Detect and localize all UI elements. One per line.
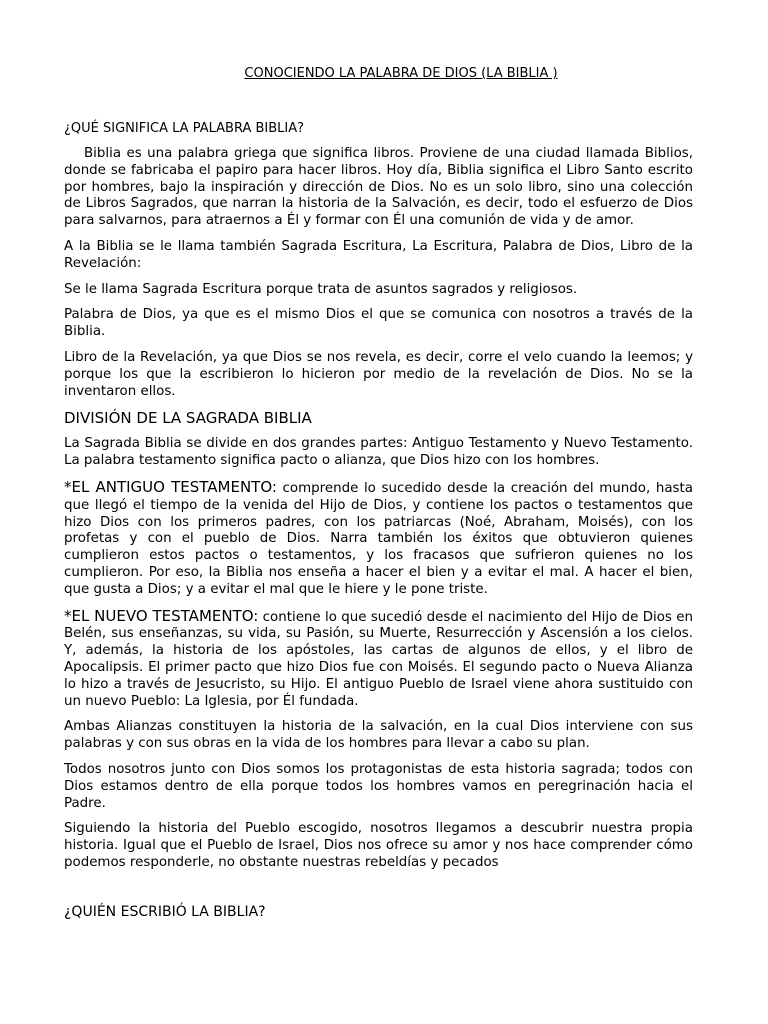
paragraph-division-intro: La Sagrada Biblia se divide en dos grandes partes: Antiguo Testamento y Nuevo Testamento. La palabra testamento significa pacto o alianza, que Dios hizo con los hombres.: [64, 436, 693, 469]
paragraph-protagonists: Todos nosotros junto con Dios somos los protagonistas de esta historia sagrada; todos con Dios estamos dentro de ella porque todos los hombres vamos en peregrinación hacia el Padre.: [64, 761, 693, 811]
old-testament-lead: *EL ANTIGUO TESTAMENTO:: [64, 477, 277, 496]
paragraph-bible-meaning: Biblia es una palabra griega que significa libros. Proviene de una ciudad llamada Biblios, donde se fabricaba el papiro para hacer libros. Hoy día, Biblia significa el Libro Santo escrito por hombres, bajo la inspiración y dirección de Dios. No es un solo libro, sino una colección de Libros Sagrados, que narran la historia de la Salvación, es decir, todo el esfuerzo de Dios para salvarnos, para atraernos a Él y formar con Él una comunión de vida y de amor.: [64, 146, 693, 229]
paragraph-word-of-god: Palabra de Dios, ya que es el mismo Dios el que se comunica con nosotros a través de la Biblia.: [64, 307, 693, 340]
question-heading-who-wrote: ¿QUIÉN ESCRIBIÓ LA BIBLIA?: [64, 903, 266, 920]
paragraph-both-alliances: Ambas Alianzas constituyen la historia de la salvación, en la cual Dios interviene con sus palabras y con sus obras en la vida de los hombres para llevar a cabo su plan.: [64, 719, 693, 752]
paragraph-book-of-revelation: Libro de la Revelación, ya que Dios se nos revela, es decir, corre el velo cuando la leemos; y porque los que la escribieron lo hicieron por medio de la revelación de Dios. No se la inventaron ellos.: [64, 349, 693, 399]
new-testament-lead: *EL NUEVO TESTAMENTO:: [64, 606, 259, 625]
document-title: CONOCIENDO LA PALABRA DE DIOS (LA BIBLIA ): [244, 66, 558, 81]
new-testament-text: contiene lo que sucedió desde el nacimiento del Hijo de Dios en Belén, sus enseñanzas, su vida, su Pasión, su Muerte, Resurrección y Ascensión a los cielos. Y, además, la historia de los apóstoles, las cartas de algunos de ellos, y el libro de Apocalipsis. El primer pacto que hizo Dios fue con Moisés. El segundo pacto o Nueva Alianza lo hizo a través de Jesucristo, su Hijo. El antiguo Pueblo de Israel viene ahora sustituido con un nuevo Pueblo: La Iglesia, por Él fundada.: [64, 609, 693, 709]
paragraph-own-history: Siguiendo la historia del Pueblo escogido, nosotros llegamos a descubrir nuestra propia historia. Igual que el Pueblo de Israel, Dios nos ofrece su amor y nos hace comprender cómo podemos responderle, no obstante nuestras rebeldías y pecados: [64, 821, 693, 870]
paragraph-other-names: A la Biblia se le llama también Sagrada Escritura, La Escritura, Palabra de Dios, Libro de la Revelación:: [64, 238, 693, 271]
division-heading: DIVISIÓN DE LA SAGRADA BIBLIA: [64, 409, 312, 428]
document-page: [64, 66, 693, 921]
paragraph-old-testament: [64, 479, 693, 599]
question-heading-meaning: ¿QUÉ SIGNIFICA LA PALABRA BIBLIA?: [64, 121, 305, 136]
old-testament-text: comprende lo sucedido desde la creación del mundo, hasta que llegó el tiempo de la venida del Hijo de Dios, y contiene los pactos o testamentos que hizo Dios con los primeros padres, con los patriarcas (Noé, Abraham, Moisés), con los profetas y con el pueblo de Dios. Narra también los éxitos que obtuvieron quienes cumplieron estos pactos o testamentos, y los fracasos que sufrieron quienes no los cumplieron. Por eso, la Biblia nos enseña a hacer el bien y a evitar el mal. A hacer el bien, que gusta a Dios; y a evitar el mal que le hiere y le pone triste.: [64, 480, 693, 597]
paragraph-sacred-scripture: Se le llama Sagrada Escritura porque trata de asuntos sagrados y religiosos.: [64, 281, 578, 297]
paragraph-new-testament: [64, 608, 693, 711]
